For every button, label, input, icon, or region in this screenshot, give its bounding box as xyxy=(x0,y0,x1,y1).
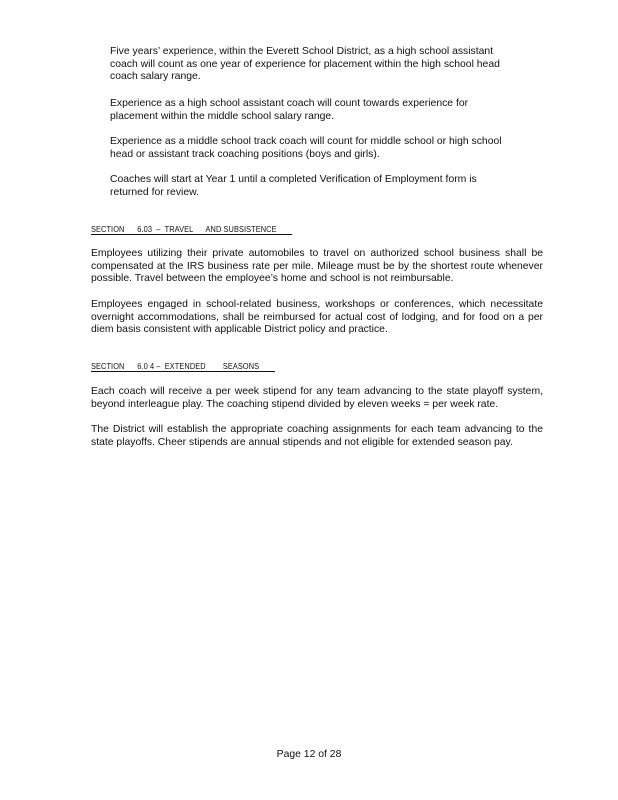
section-heading-extended-seasons xyxy=(91,361,275,372)
text-line: returned for review. xyxy=(110,186,199,198)
paragraph-coaching-assignments: The District will establish the appropriate coaching assignments for each team advancing to the state playoffs. Cheer stipends are annual stipends and not eligible for extended season pay. xyxy=(91,424,543,448)
page-number-footer xyxy=(0,749,618,760)
section-heading-text: SECTION 6.0 4 – EXTENDED SEASONS xyxy=(91,361,260,371)
assistant-coach-item xyxy=(110,174,530,199)
text-line: Experience as a high school assistant coach will count towards experience for xyxy=(110,98,469,109)
text-line: coach salary range. xyxy=(110,71,201,83)
text-line: Experience as a middle school track coach will count for middle school or high school xyxy=(110,136,502,147)
text-line: Five years’ experience, within the Everett School District, as a high school assistant xyxy=(110,46,494,57)
text-line: coach will count as one year of experience for placement within the high school head xyxy=(110,58,500,70)
text-line: Coaches will start at Year 1 until a completed Verification of Employment form is xyxy=(110,174,477,185)
assistant-coach-item xyxy=(110,136,530,161)
section-heading-travel xyxy=(91,224,292,235)
assistant-coach-item xyxy=(110,46,530,84)
text-line: head or assistant track coaching positions (boys and girls). xyxy=(110,148,380,160)
page-number-label: Page 12 of 28 xyxy=(276,749,342,760)
paragraph-travel-compensation: Employees utilizing their private automobiles to travel on authorized school business shall be compensated at the IRS business rate per mile. Mileage must be by the shortest route whenever possible. Travel between the employee’s home and school is not reimbursable. xyxy=(91,248,543,285)
section-heading-text: SECTION 6.03 – TRAVEL AND SUBSISTENCE xyxy=(91,224,277,234)
text-line: placement within the middle school salary range. xyxy=(110,110,335,122)
assistant-coach-item xyxy=(110,98,530,123)
paragraph-lodging-reimbursement: Employees engaged in school-related business, workshops or conferences, which necessitate overnight accommodations, shall be reimbursed for actual cost of lodging, and for food on a per diem basis consistent with applicable District policy and practice. xyxy=(91,299,543,336)
paragraph-per-week-stipend: Each coach will receive a per week stipend for any team advancing to the state playoff system, beyond interleague play. The coaching stipend divided by eleven weeks = per week rate. xyxy=(91,386,543,410)
